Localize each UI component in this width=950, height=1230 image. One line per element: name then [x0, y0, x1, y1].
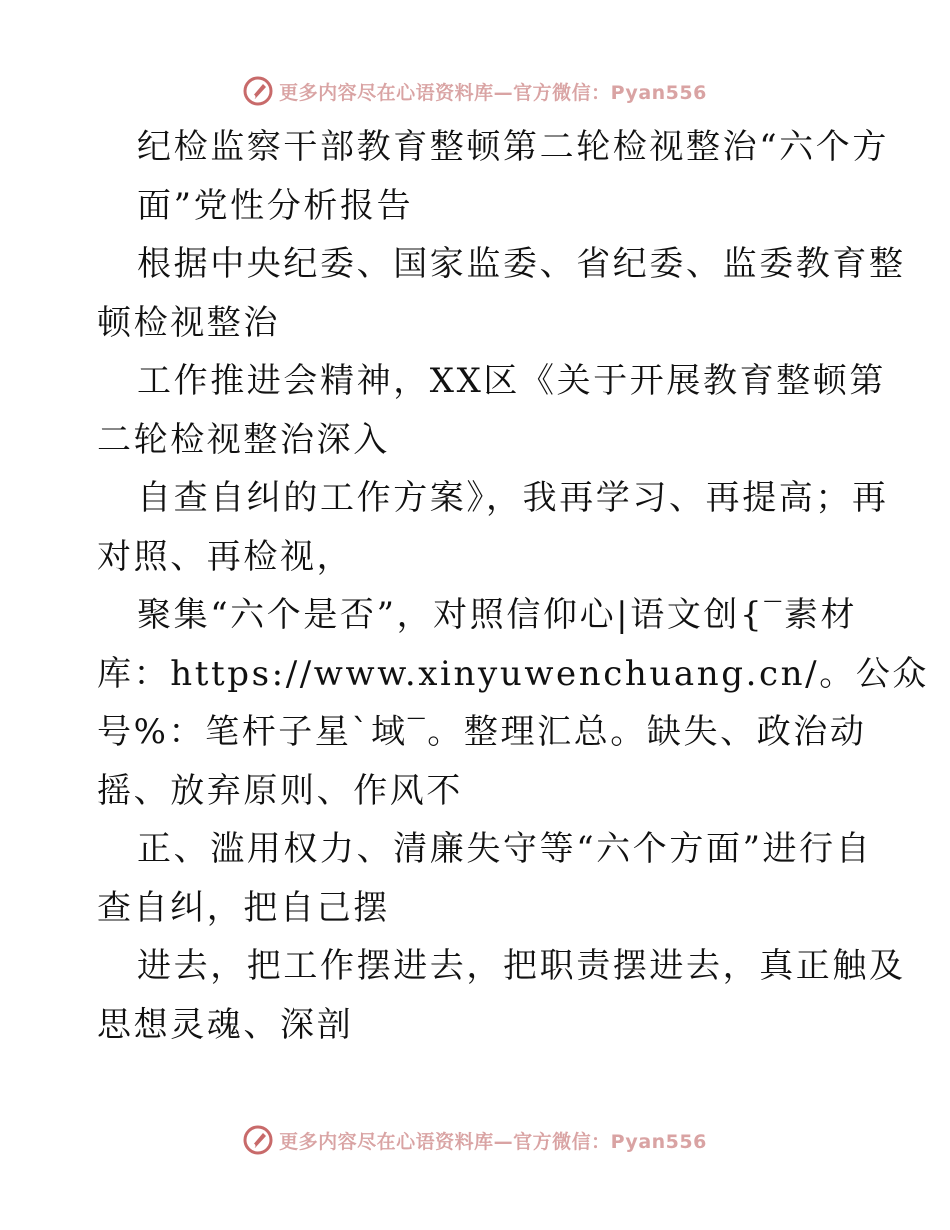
logo-icon	[243, 1125, 273, 1155]
watermark-text: 更多内容尽在心语资料库—官方微信：Pyan556	[279, 1130, 707, 1153]
paragraph-line: 库：https://www.xinyuwenchuang.cn/。公众	[97, 653, 930, 694]
paragraph-line: 二轮检视整治深入	[97, 419, 390, 460]
logo-icon	[243, 76, 273, 106]
paragraph-line: 查自纠，把自己摆	[97, 887, 390, 928]
paragraph-line: 正、滥用权力、清廉失守等“六个方面”进行自	[137, 829, 873, 869]
paragraph-line: 进去，把工作摆进去，把职责摆进去，真正触及	[137, 946, 906, 986]
paragraph-line: 工作推进会精神，XX区《关于开展教育整顿第	[137, 361, 887, 401]
paragraph-line: 摇、放弃原则、作风不	[97, 770, 463, 811]
paragraph-line: 号%：笔杆子星`域‾。整理汇总。缺失、政治动	[97, 712, 867, 752]
header-watermark	[0, 74, 950, 108]
watermark-text: 更多内容尽在心语资料库—官方微信：Pyan556	[279, 81, 707, 104]
paragraph-line: 对照、再检视，	[97, 536, 354, 577]
paragraph-line: 根据中央纪委、国家监委、省纪委、监委教育整	[137, 244, 906, 284]
paragraph-line: 顿检视整治	[97, 302, 280, 343]
paragraph-line: 聚集“六个是否”，对照信仰心|语文创{‾素材	[137, 595, 858, 635]
paragraph-line: 自查自纠的工作方案》，我再学习、再提高；再	[137, 478, 889, 518]
footer-watermark	[0, 1123, 950, 1157]
paragraph-line: 思想灵魂、深剖	[97, 1004, 354, 1045]
title-line: 纪检监察干部教育整顿第二轮检视整治“六个方	[137, 127, 889, 167]
document-body	[97, 118, 930, 1054]
title-line: 面”党性分析报告	[137, 185, 414, 226]
